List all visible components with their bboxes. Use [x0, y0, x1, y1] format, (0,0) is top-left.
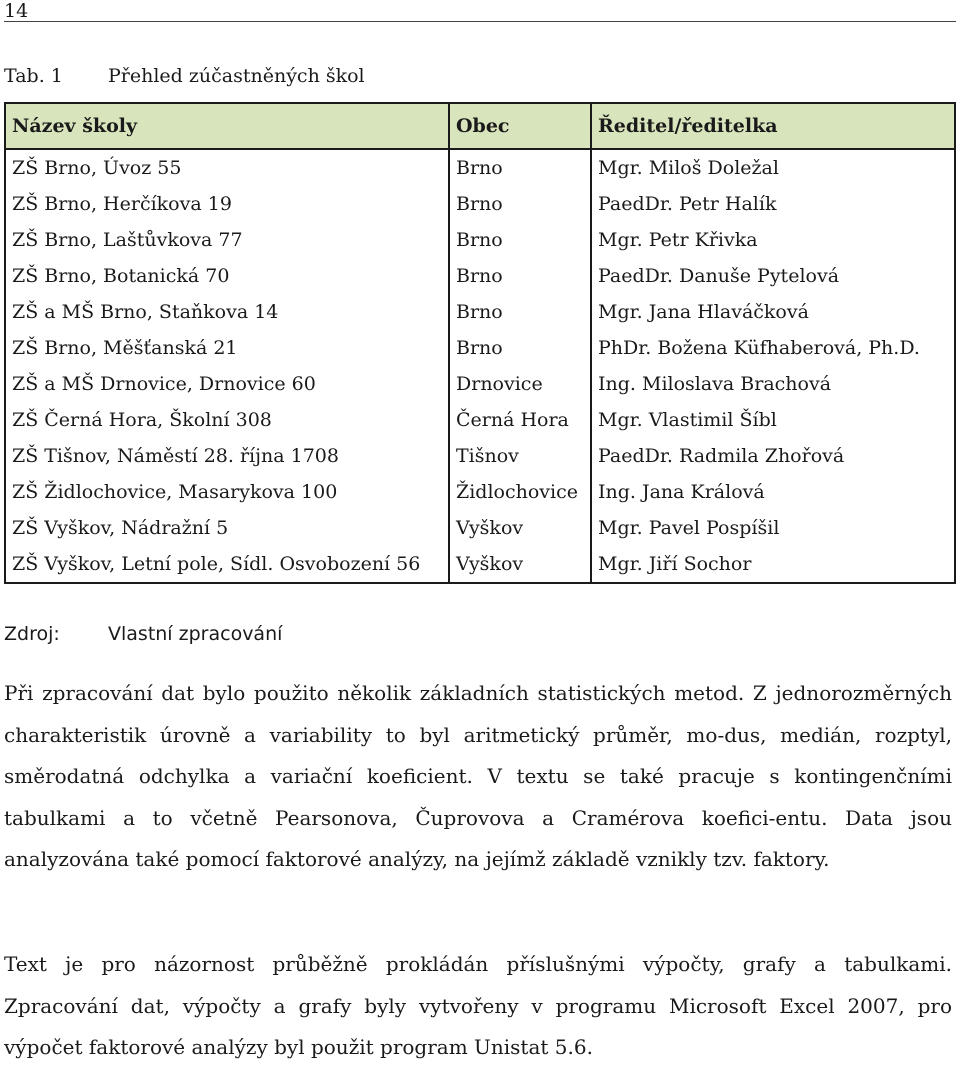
table-header-row	[5, 103, 955, 149]
cell-principal: Ing. Jana Králová	[591, 474, 955, 510]
cell-municipality: Černá Hora	[449, 402, 591, 438]
cell-municipality: Brno	[449, 330, 591, 366]
cell-school: ZŠ Tišnov, Náměstí 28. října 1708	[5, 438, 449, 474]
cell-principal: Mgr. Miloš Doležal	[591, 149, 955, 186]
cell-principal: PaedDr. Danuše Pytelová	[591, 258, 955, 294]
source-label: Zdroj:	[4, 623, 60, 645]
body-paragraph-methods: Při zpracování dat bylo použito několik základních statistických metod. Z jednorozměrných charakteristik úrovně a variability to byl aritmetický průměr, mo-dus, medián, rozptyl, směrodatná odchylka a variační koeficient. V textu se také pracuje s kontingenčními tabulkami a to včetně Pearsonova, Čuprovova a Cramérova koefici-entu. Data jsou analyzována také pomocí faktorové analýzy, na jejímž základě vznikly tzv. faktory.	[4, 681, 952, 871]
cell-municipality: Vyškov	[449, 510, 591, 546]
cell-school: ZŠ Brno, Laštůvkova 77	[5, 222, 449, 258]
cell-municipality: Brno	[449, 258, 591, 294]
table-row	[5, 402, 955, 438]
cell-school: ZŠ Vyškov, Letní pole, Sídl. Osvobození 56	[5, 546, 449, 583]
table-row	[5, 294, 955, 330]
cell-municipality: Drnovice	[449, 366, 591, 402]
schools-table	[4, 102, 956, 584]
table-row	[5, 186, 955, 222]
table-row	[5, 366, 955, 402]
cell-municipality: Židlochovice	[449, 474, 591, 510]
cell-school: ZŠ a MŠ Brno, Staňkova 14	[5, 294, 449, 330]
cell-municipality: Tišnov	[449, 438, 591, 474]
table-row	[5, 149, 955, 186]
header-principal: Ředitel/ředitelka	[591, 103, 955, 149]
cell-principal: Mgr. Pavel Pospíšil	[591, 510, 955, 546]
cell-municipality: Brno	[449, 222, 591, 258]
table-row	[5, 546, 955, 583]
cell-municipality: Brno	[449, 149, 591, 186]
cell-school: ZŠ Černá Hora, Školní 308	[5, 402, 449, 438]
cell-principal: Mgr. Petr Křivka	[591, 222, 955, 258]
table-row	[5, 438, 955, 474]
cell-municipality: Vyškov	[449, 546, 591, 583]
cell-school: ZŠ Vyškov, Nádražní 5	[5, 510, 449, 546]
table-row	[5, 330, 955, 366]
table-source	[4, 622, 283, 646]
table-row	[5, 222, 955, 258]
page-number: 14	[4, 0, 29, 22]
cell-principal: Mgr. Jiří Sochor	[591, 546, 955, 583]
cell-school: ZŠ Brno, Měšťanská 21	[5, 330, 449, 366]
table-caption	[4, 64, 365, 88]
cell-principal: PaedDr. Petr Halík	[591, 186, 955, 222]
cell-school: ZŠ Brno, Úvoz 55	[5, 149, 449, 186]
table-row	[5, 474, 955, 510]
cell-school: ZŠ Židlochovice, Masarykova 100	[5, 474, 449, 510]
cell-school: ZŠ Brno, Botanická 70	[5, 258, 449, 294]
cell-principal: PaedDr. Radmila Zhořová	[591, 438, 955, 474]
caption-label: Tab. 1	[4, 65, 63, 87]
header-municipality: Obec	[449, 103, 591, 149]
cell-principal: Ing. Miloslava Brachová	[591, 366, 955, 402]
body-paragraph-software: Text je pro názornost průběžně prokládán příslušnými výpočty, grafy a tabulkami. Zpracování dat, výpočty a grafy byly vytvořeny v programu Microsoft Excel 2007, pro výpočet faktorové analýzy byl použit program Unistat 5.6.	[4, 952, 952, 1059]
cell-principal: Mgr. Jana Hlaváčková	[591, 294, 955, 330]
cell-school: ZŠ Brno, Herčíkova 19	[5, 186, 449, 222]
source-value: Vlastní zpracování	[108, 623, 283, 645]
cell-municipality: Brno	[449, 186, 591, 222]
header-school-name: Název školy	[5, 103, 449, 149]
caption-title: Přehled zúčastněných škol	[108, 65, 365, 87]
table-row	[5, 510, 955, 546]
table-row	[5, 258, 955, 294]
cell-municipality: Brno	[449, 294, 591, 330]
cell-principal: Mgr. Vlastimil Šíbl	[591, 402, 955, 438]
cell-school: ZŠ a MŠ Drnovice, Drnovice 60	[5, 366, 449, 402]
header-rule	[4, 21, 956, 22]
cell-principal: PhDr. Božena Küfhaberová, Ph.D.	[591, 330, 955, 366]
